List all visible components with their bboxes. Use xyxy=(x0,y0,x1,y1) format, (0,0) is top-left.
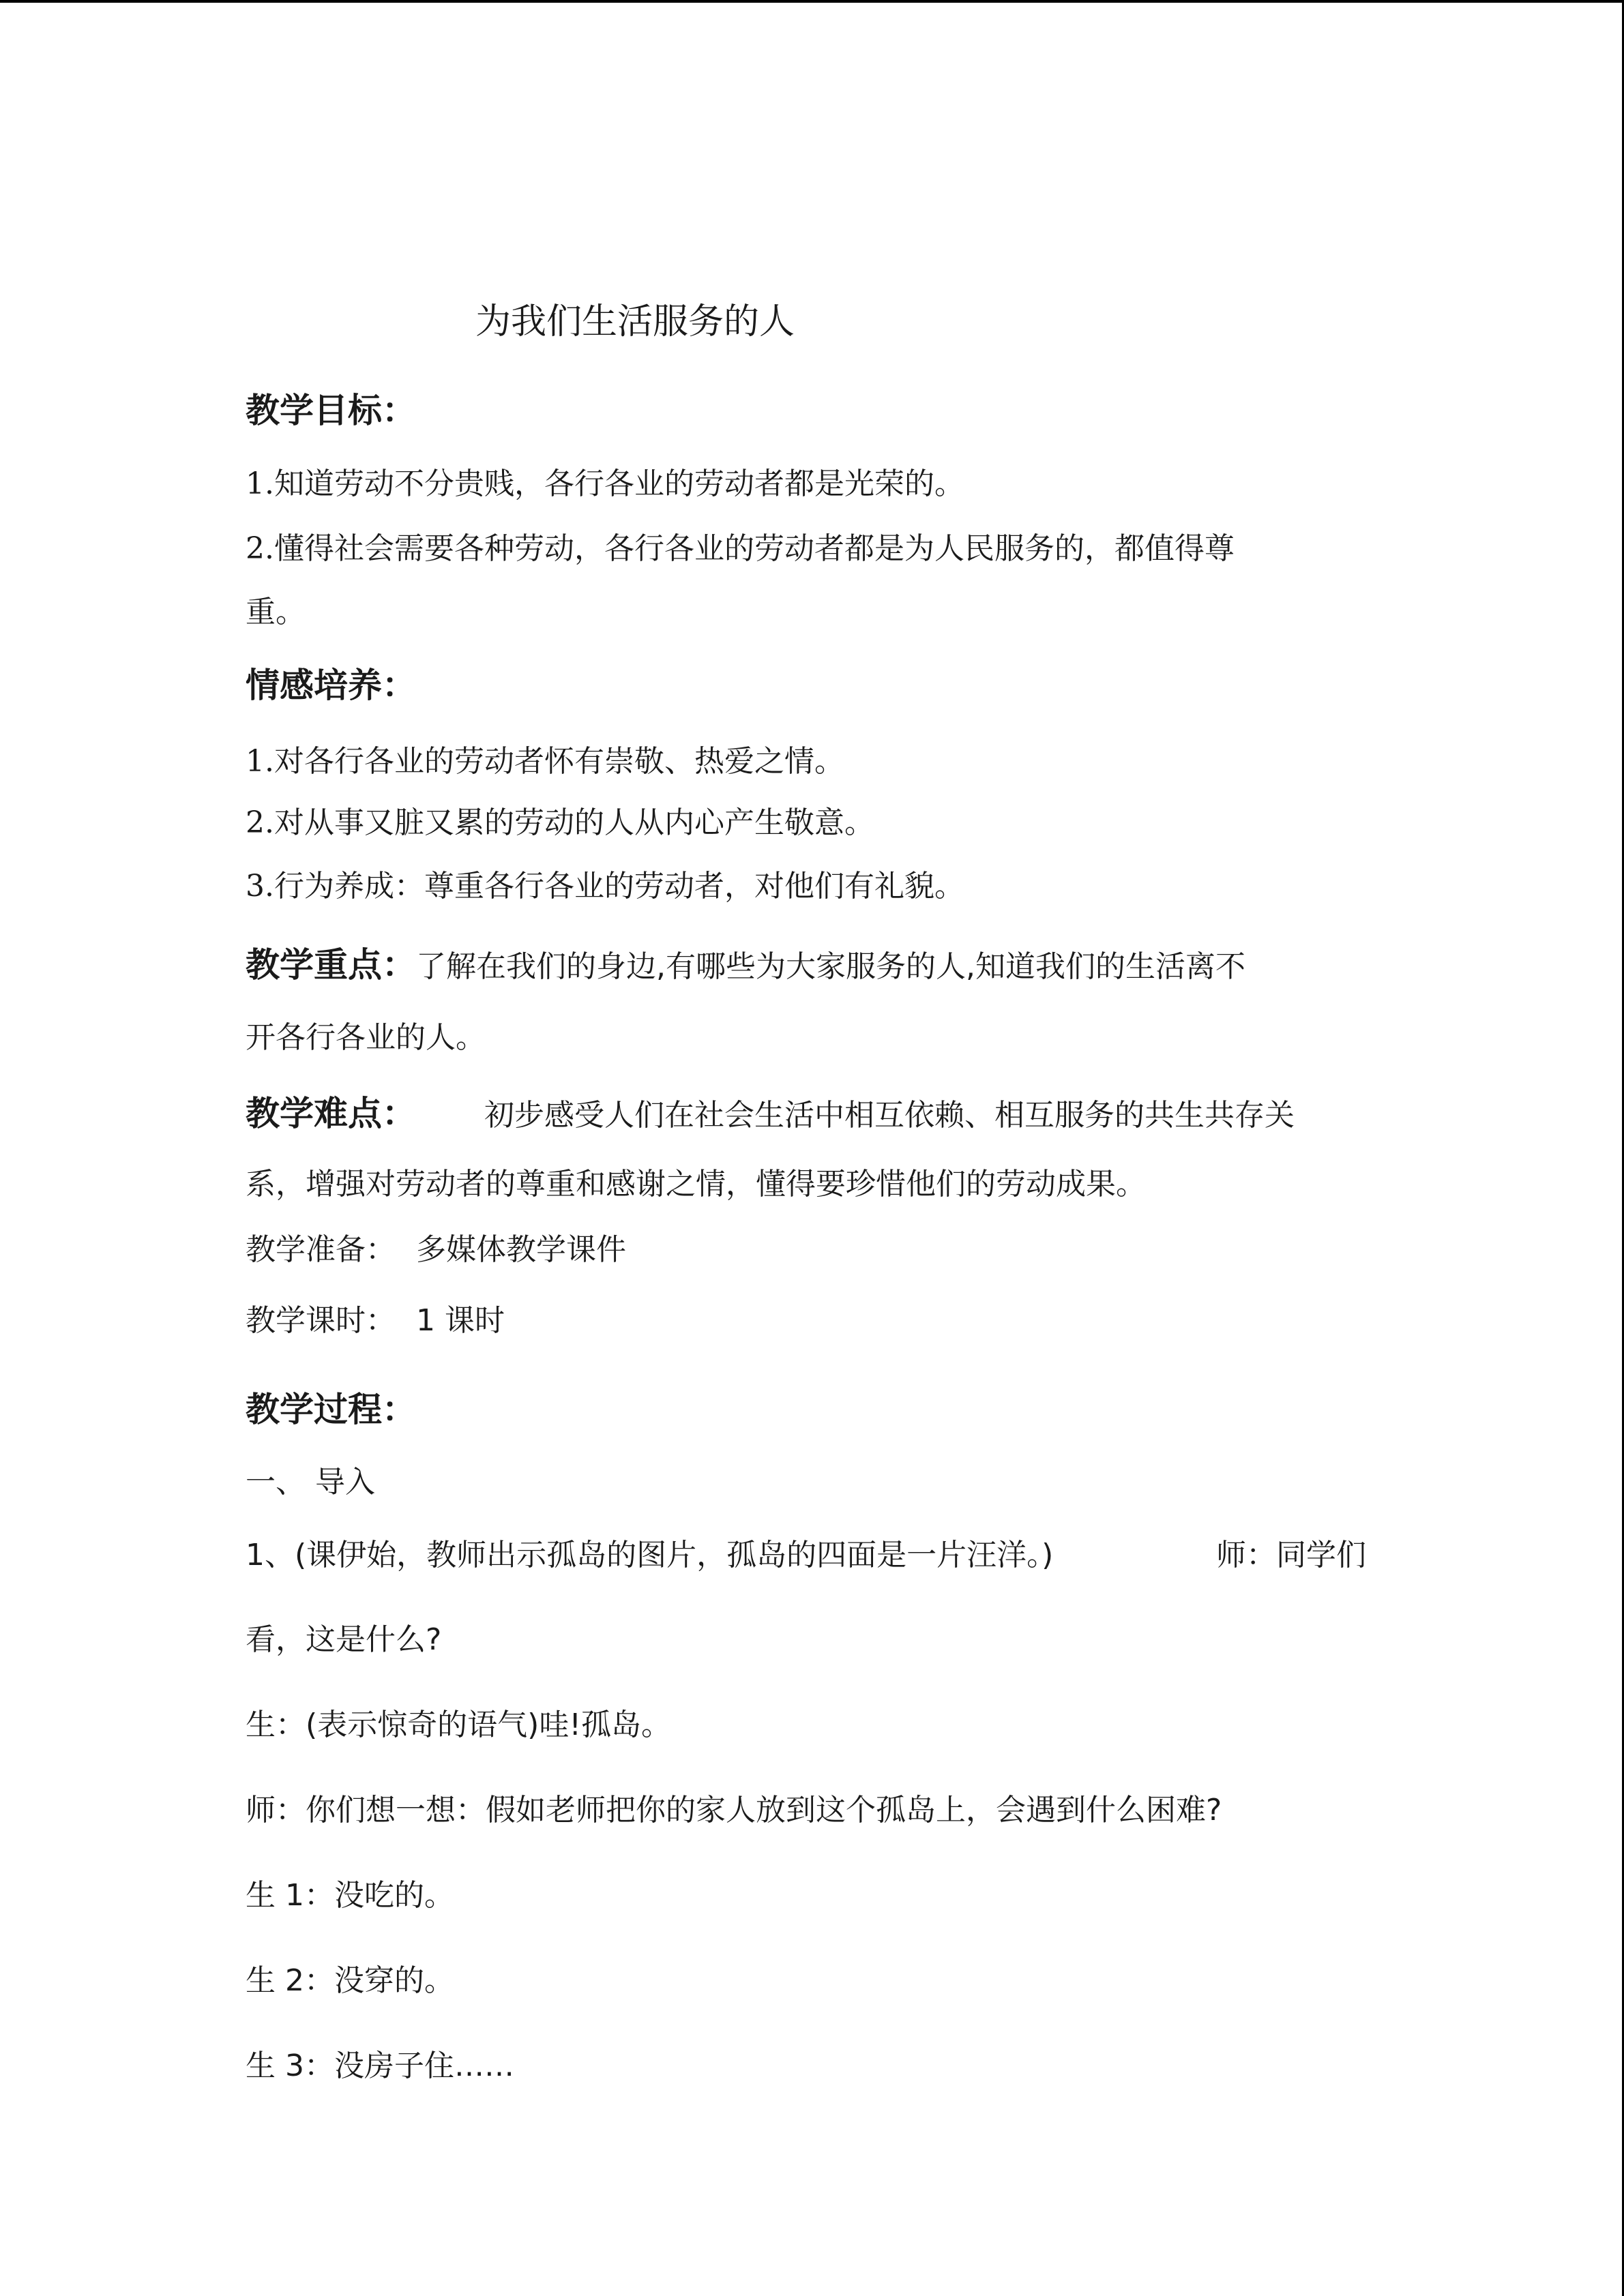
process-line-1: 1、(课伊始，教师出示孤岛的图片，孤岛的四面是一片汪洋。) xyxy=(246,1538,1054,1572)
emotion-item-2: 2.对从事又脏又累的劳动的人从内心产生敬意。 xyxy=(246,805,874,840)
process-section-1-title: 一、 导入 xyxy=(246,1465,375,1500)
document-title: 为我们生活服务的人 xyxy=(475,301,795,342)
key-point-text: 了解在我们的身边,有哪些为大家服务的人,知道我们的生活离不 xyxy=(416,949,1245,984)
emotion-heading: 情感培养： xyxy=(246,666,416,705)
process-line-1-teacher: 师：同学们 xyxy=(1216,1538,1366,1572)
process-heading: 教学过程： xyxy=(246,1390,416,1429)
key-point-line-1 xyxy=(246,944,1245,987)
emotion-item-1: 1.对各行各业的劳动者怀有崇敬、热爱之情。 xyxy=(246,744,844,779)
objectives-heading: 教学目标： xyxy=(246,391,416,430)
process-line-3: 生：(表示惊奇的语气)哇!孤岛。 xyxy=(246,1708,671,1742)
objective-item-2-continued: 重。 xyxy=(246,595,306,629)
process-line-4: 师：你们想一想：假如老师把你的家人放到这个孤岛上，会遇到什么困难? xyxy=(246,1793,1222,1828)
hours-value: 1 课时 xyxy=(416,1303,505,1338)
emotion-item-3: 3.行为养成：尊重各行各业的劳动者，对他们有礼貌。 xyxy=(246,869,964,904)
key-point-line-2: 开各行各业的人。 xyxy=(246,1020,486,1055)
process-line-5: 生 1：没吃的。 xyxy=(246,1878,454,1913)
difficulty-text: 初步感受人们在社会生活中相互依赖、相互服务的共生共存关 xyxy=(484,1098,1295,1133)
difficulty-line-2: 系，增强对劳动者的尊重和感谢之情，懂得要珍惜他们的劳动成果。 xyxy=(246,1167,1146,1202)
preparation-label: 教学准备： xyxy=(246,1232,396,1267)
key-point-label: 教学重点： xyxy=(246,945,416,985)
hours-label: 教学课时： xyxy=(246,1303,396,1338)
process-line-2: 看，这是什么? xyxy=(246,1622,442,1657)
process-line-6: 生 2：没穿的。 xyxy=(246,1963,454,1998)
process-line-7: 生 3：没房子住…… xyxy=(246,2048,514,2083)
hours-line xyxy=(246,1300,505,1341)
difficulty-line-1 xyxy=(246,1093,1295,1136)
objective-item-1: 1.知道劳动不分贵贱，各行各业的劳动者都是光荣的。 xyxy=(246,466,964,501)
preparation-line xyxy=(246,1229,626,1270)
preparation-value: 多媒体教学课件 xyxy=(416,1232,626,1267)
objective-item-2: 2.懂得社会需要各种劳动，各行各业的劳动者都是为人民服务的，都值得尊 xyxy=(246,531,1235,566)
difficulty-label: 教学难点： xyxy=(246,1094,416,1133)
